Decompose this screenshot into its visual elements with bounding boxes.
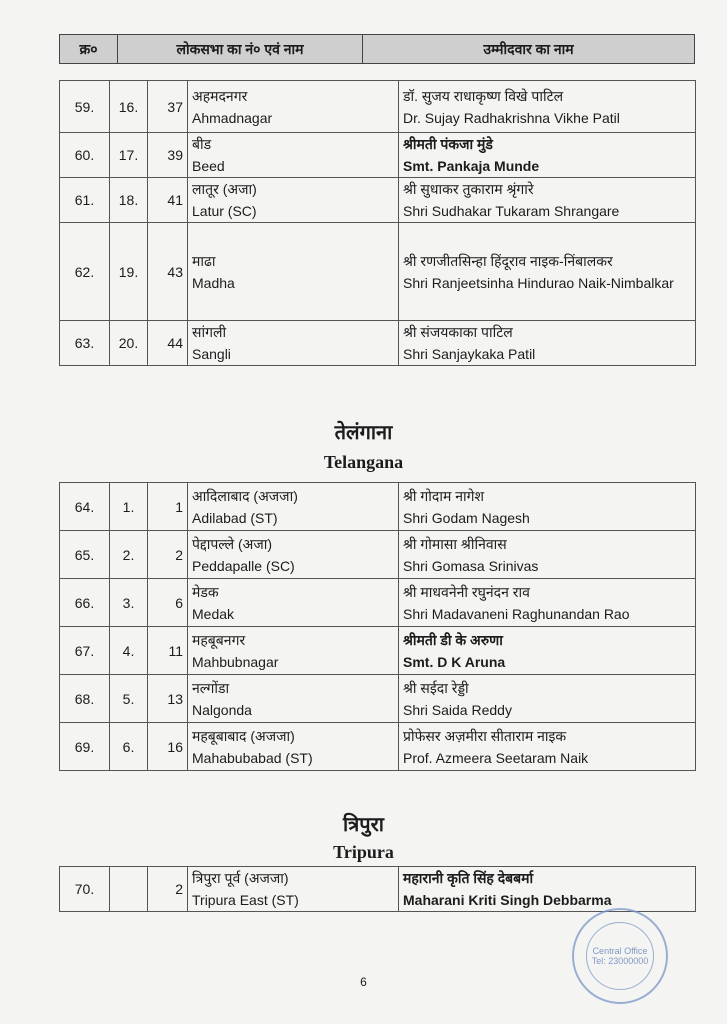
candidate-name [399,223,696,321]
constituency-english: Medak [192,605,235,622]
constituency-number: 2 [148,531,188,579]
state-title-english: Telangana [323,452,404,472]
state-title-hindi: त्रिपुरा [343,814,384,836]
candidate-name [399,723,696,771]
candidate-hindi: श्रीमती डी के अरुणा [403,631,503,648]
candidate-hindi: श्रीमती पंकजा मुंडे [403,136,493,152]
constituency-name [188,223,399,321]
constituency-number: 6 [148,579,188,627]
state-serial: 3. [110,579,148,627]
candidate-hindi: श्री गोदाम नागेश [403,487,485,504]
constituency-name [188,133,399,178]
serial-number: 62. [60,223,110,321]
constituency-hindi: आदिलाबाद (अजजा) [192,487,298,504]
candidate-name [399,178,696,223]
candidate-english: Shri Sanjaykaka Patil [403,346,536,362]
candidate-english: Shri Madavaneni Raghunandan Rao [403,605,630,622]
constituency-english: Madha [192,274,235,291]
candidate-english: Shri Gomasa Srinivas [403,557,539,574]
serial-number: 67. [60,627,110,675]
candidate-name [399,579,696,627]
candidate-hindi: श्री रणजीतसिन्हा हिंदूराव नाइक-निंबालकर [403,252,613,269]
state-title-hindi: तेलंगाना [334,422,393,444]
constituency-name [188,81,399,133]
constituency-hindi: माढा [192,252,216,269]
state-serial: 17. [110,133,148,178]
candidate-name [399,627,696,675]
stamp-line2: Tel: 23000000 [591,956,649,966]
candidate-hindi: महारानी कृति सिंह देबबर्मा [403,870,534,886]
constituency-english: Tripura East (ST) [192,892,299,908]
serial-number: 68. [60,675,110,723]
constituency-hindi: महबूबाबाद (अजजा) [192,727,295,744]
state-serial: 6. [110,723,148,771]
candidate-hindi: डॉ. सुजय राधाकृष्ण विखे पाटिल [403,87,564,104]
table-row [60,867,696,912]
serial-number: 63. [60,321,110,366]
candidate-english: Shri Godam Nagesh [403,509,530,526]
constituency-name [188,178,399,223]
state-serial: 20. [110,321,148,366]
constituency-name [188,531,399,579]
candidate-hindi: श्री सुधाकर तुकाराम श्रृंगारे [403,181,534,197]
constituency-number: 37 [148,81,188,133]
constituency-hindi: पेद्दापल्ले (अजा) [192,535,273,552]
constituency-number: 2 [148,867,188,912]
serial-number: 60. [60,133,110,178]
constituency-hindi: मेडक [192,583,219,600]
state-serial: 1. [110,483,148,531]
constituency-english: Nalgonda [192,701,252,718]
header-sr: क्र० [60,35,118,63]
candidate-hindi: श्री संजयकाका पाटिल [403,324,513,340]
constituency-number: 39 [148,133,188,178]
constituency-english: Latur (SC) [192,203,257,219]
constituency-number: 11 [148,627,188,675]
constituency-english: Mahabubabad (ST) [192,749,313,766]
serial-number: 59. [60,81,110,133]
page-number: 6 [360,975,367,989]
candidate-english: Smt. Pankaja Munde [403,158,540,174]
candidate-english: Prof. Azmeera Seetaram Naik [403,749,589,766]
header-constituency: लोकसभा का नं० एवं नाम [118,35,363,63]
constituency-number: 41 [148,178,188,223]
constituency-name [188,321,399,366]
table-row [60,723,696,771]
table-row [60,133,696,178]
candidate-english: Smt. D K Aruna [403,653,506,670]
candidate-hindi: श्री गोमासा श्रीनिवास [403,535,507,552]
constituency-english: Beed [192,158,225,174]
candidate-name [399,675,696,723]
constituency-hindi: नल्गोंडा [192,679,230,696]
constituency-name [188,867,399,912]
constituency-hindi: सांगली [192,324,227,340]
candidate-name [399,321,696,366]
state-serial: 19. [110,223,148,321]
constituency-hindi: अहमदनगर [192,87,248,104]
constituency-name [188,723,399,771]
candidate-hindi: श्री सईदा रेड्डी [403,679,469,696]
constituency-number: 13 [148,675,188,723]
telangana-table [59,482,696,771]
constituency-number: 44 [148,321,188,366]
constituency-hindi: बीड [192,136,212,152]
table-row [60,178,696,223]
table-header [59,34,695,64]
state-serial: 2. [110,531,148,579]
table-row [60,627,696,675]
constituency-english: Mahbubnagar [192,653,279,670]
candidate-name [399,867,696,912]
table-row [60,81,696,133]
candidate-english: Maharani Kriti Singh Debbarma [403,892,612,908]
constituency-english: Adilabad (ST) [192,509,278,526]
constituency-hindi: महबूबनगर [192,631,246,648]
state-title-english: Tripura [333,842,394,862]
tripura-table [59,866,696,912]
constituency-english: Ahmadnagar [192,109,273,126]
constituency-hindi: लातूर (अजा) [192,181,257,197]
candidate-english: Shri Ranjeetsinha Hindurao Naik-Nimbalkar [403,274,674,291]
table-row [60,321,696,366]
state-serial: 16. [110,81,148,133]
constituency-hindi: त्रिपुरा पूर्व (अजजा) [192,870,289,886]
constituency-number: 43 [148,223,188,321]
candidate-name [399,81,696,133]
header-candidate: उम्मीदवार का नाम [483,40,574,57]
candidate-name [399,133,696,178]
constituency-number: 1 [148,483,188,531]
table-row [60,223,696,321]
candidate-english: Dr. Sujay Radhakrishna Vikhe Patil [403,109,620,126]
candidate-hindi: प्रोफेसर अज़मीरा सीताराम नाइक [403,727,567,744]
stamp-line1: Central Office [592,946,648,956]
candidate-english: Shri Sudhakar Tukaram Shrangare [403,203,620,219]
constituency-english: Sangli [192,346,231,362]
maharashtra-table [59,80,696,366]
table-row [60,531,696,579]
serial-number: 70. [60,867,110,912]
serial-number: 61. [60,178,110,223]
state-serial [110,867,148,912]
constituency-name [188,675,399,723]
constituency-english: Peddapalle (SC) [192,557,295,574]
serial-number: 66. [60,579,110,627]
state-serial: 5. [110,675,148,723]
serial-number: 65. [60,531,110,579]
candidate-english: Shri Saida Reddy [403,701,512,718]
serial-number: 69. [60,723,110,771]
candidate-name [399,483,696,531]
constituency-number: 16 [148,723,188,771]
candidate-name [399,531,696,579]
constituency-name [188,483,399,531]
candidate-hindi: श्री माधवनेनी रघुनंदन राव [403,583,530,600]
state-serial: 4. [110,627,148,675]
table-row [60,579,696,627]
party-stamp [572,908,668,1004]
table-row [60,483,696,531]
constituency-name [188,579,399,627]
constituency-name [188,627,399,675]
state-serial: 18. [110,178,148,223]
table-row [60,675,696,723]
serial-number: 64. [60,483,110,531]
